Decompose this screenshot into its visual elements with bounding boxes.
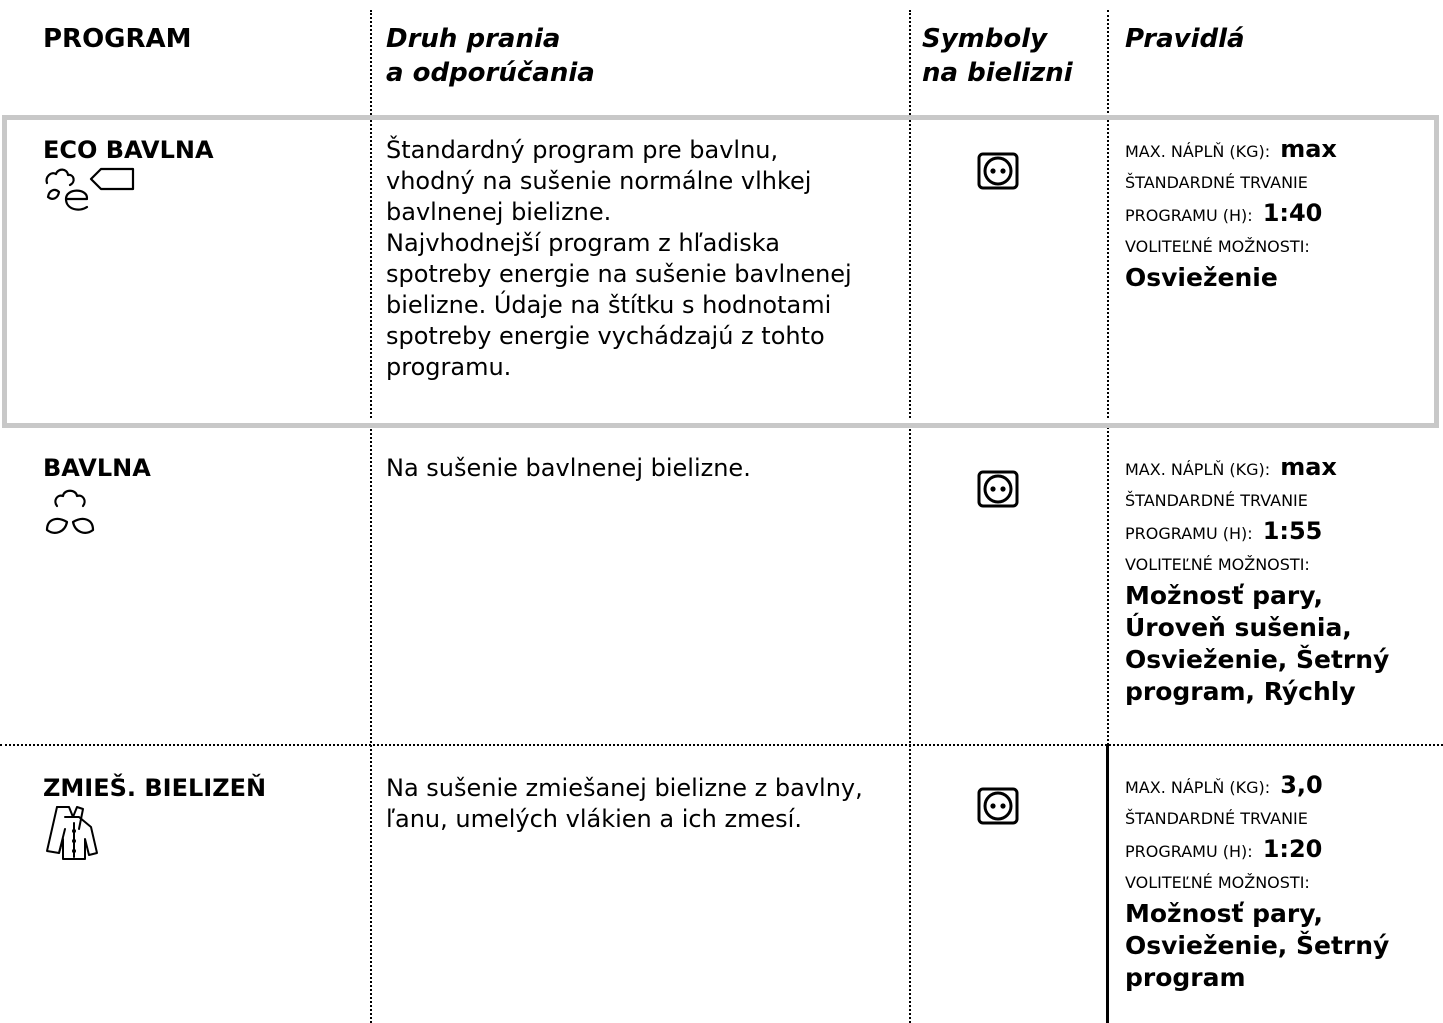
header-druh-line2: a odporúčania [386,58,595,88]
program-rules [1125,452,1435,708]
options-value: Osvieženie, Šetrný [1125,931,1390,960]
header-symboly-line1: Symboly [922,24,1048,54]
desc-line: programu. [386,353,512,381]
duration-line [1125,198,1435,231]
duration-label: PROGRAMU (H): [1125,524,1253,543]
options-value: Osvieženie [1125,263,1278,292]
program-name: ZMIEŠ. BIELIZEŇ [43,774,267,802]
options-value: Úroveň sušenia, [1125,613,1352,642]
max-load-label: MAX. NÁPLŇ (KG): [1125,778,1271,797]
tumble-dry-normal-icon [977,470,1019,508]
options-value: Osvieženie, Šetrný [1125,645,1390,674]
cotton-icon [43,486,163,546]
header-symboly [922,22,1073,90]
desc-line: spotreby energie vychádzajú z tohto [386,322,825,350]
header-symboly-line2: na bielizni [922,58,1073,88]
column-divider-solid [1106,745,1109,1023]
desc-line: Na sušenie bavlnenej bielizne. [386,454,751,482]
header-druh-line1: Druh prania [386,24,561,54]
mixed-laundry-icon [43,805,163,865]
options-label: VOLITEĽNÉ MOŽNOSTI: [1125,873,1310,892]
desc-line: Štandardný program pre bavlnu, [386,136,779,164]
max-load-value: max [1280,135,1337,163]
max-load-value: 3,0 [1280,771,1323,799]
program-description [386,773,906,835]
desc-line: spotreby energie na sušenie bavlnenej [386,260,852,288]
duration-label-line: ŠTANDARDNÉ TRVANIE [1125,491,1308,510]
desc-line: Najvhodnejší program z hľadiska [386,229,780,257]
duration-label-line: ŠTANDARDNÉ TRVANIE [1125,809,1308,828]
desc-line: ľanu, umelých vlákien a ich zmesí. [386,805,802,833]
program-rules [1125,134,1435,294]
duration-line [1125,516,1435,549]
duration-value: 1:20 [1262,835,1323,863]
max-load-label: MAX. NÁPLŇ (KG): [1125,460,1271,479]
program-description [386,453,906,484]
max-load-line [1125,134,1435,167]
desc-line: bavlnenej bielizne. [386,198,612,226]
options-value: Možnosť pary, [1125,899,1324,928]
desc-line: bielizne. Údaje na štítku s hodnotami [386,291,832,319]
options-value: program, Rýchly [1125,677,1356,706]
eco-cotton-icon [43,165,163,225]
header-pravidla: Pravidlá [1125,24,1245,54]
options-label: VOLITEĽNÉ MOŽNOSTI: [1125,237,1310,256]
duration-label: PROGRAMU (H): [1125,842,1253,861]
options-value: Možnosť pary, [1125,581,1324,610]
header-program: PROGRAM [43,24,192,54]
duration-label: PROGRAMU (H): [1125,206,1253,225]
column-divider [1107,120,1109,418]
program-name: BAVLNA [43,454,151,482]
program-rules [1125,770,1435,994]
duration-line [1125,834,1435,867]
max-load-value: max [1280,453,1337,481]
duration-value: 1:40 [1262,199,1323,227]
column-divider [370,120,372,418]
max-load-line [1125,452,1435,485]
desc-line: vhodný na sušenie normálne vlhkej [386,167,812,195]
header-druh-prania [386,22,595,90]
desc-line: Na sušenie zmiešanej bielizne z bavlny, [386,774,863,802]
row-divider [0,744,1443,746]
tumble-dry-normal-icon [977,787,1019,825]
program-description [386,135,906,383]
tumble-dry-normal-icon [977,152,1019,190]
options-label: VOLITEĽNÉ MOŽNOSTI: [1125,555,1310,574]
options-value: program [1125,963,1246,992]
duration-label-line: ŠTANDARDNÉ TRVANIE [1125,173,1308,192]
program-name: ECO BAVLNA [43,136,214,164]
max-load-label: MAX. NÁPLŇ (KG): [1125,142,1271,161]
duration-value: 1:55 [1262,517,1323,545]
column-divider [909,120,911,418]
max-load-line [1125,770,1435,803]
